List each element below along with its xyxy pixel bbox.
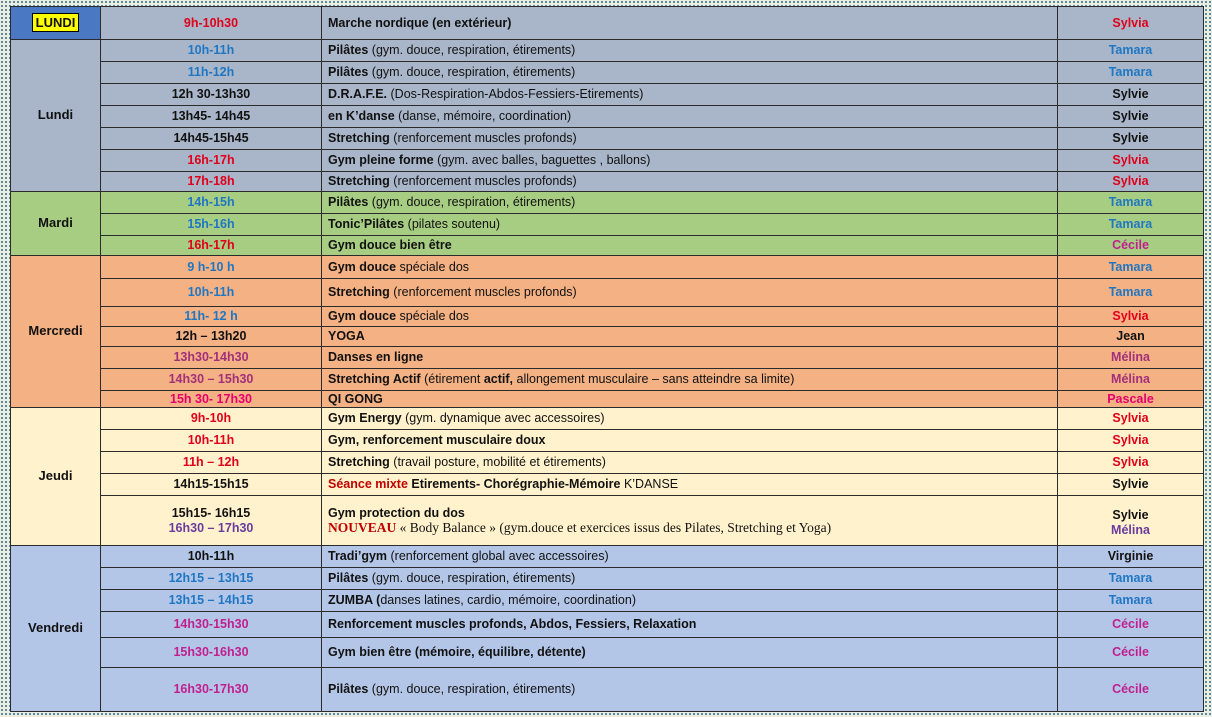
- table-row: [11, 347, 1204, 369]
- table-row: [11, 612, 1204, 638]
- activity-cell: [322, 106, 1058, 128]
- teacher-cell: Tamara: [1058, 214, 1204, 236]
- activity-details: (gym. douce, respiration, étirements): [368, 43, 576, 58]
- activity-name: Pilâtes: [328, 571, 369, 586]
- teacher-cell: Tamara: [1058, 568, 1204, 590]
- activity-name: YOGA: [328, 329, 365, 344]
- teacher-cell: Tamara: [1058, 192, 1204, 214]
- activity-details: spéciale dos: [396, 259, 470, 274]
- time-cell: 12h 30-13h30: [101, 84, 322, 106]
- activity-name: QI GONG: [328, 391, 383, 406]
- activity-cell: [322, 668, 1058, 712]
- activity-name: Stretching: [328, 131, 390, 146]
- activity-cell: [322, 62, 1058, 84]
- teacher-line-1: Sylvie: [1112, 508, 1149, 523]
- activity-details: spéciale dos: [396, 309, 470, 324]
- activity-cell: [322, 214, 1058, 236]
- activity-cell: [322, 307, 1058, 327]
- teacher-cell: Mélina: [1058, 369, 1204, 391]
- table-row: [11, 192, 1204, 214]
- time-line-1: 15h15- 16h15: [171, 506, 251, 521]
- day-cell-mercredi: Mercredi: [11, 256, 101, 408]
- time-cell: 9h-10h30: [101, 7, 322, 40]
- activity-name: Pilâtes: [328, 195, 369, 210]
- teacher-cell: Jean: [1058, 327, 1204, 347]
- teacher-cell: Cécile: [1058, 236, 1204, 256]
- activity-cell: [322, 40, 1058, 62]
- activity-name: Stretching: [328, 285, 390, 300]
- activity-cell: [322, 568, 1058, 590]
- activity-cell: [322, 474, 1058, 496]
- activity-cell: [322, 7, 1058, 40]
- activity-cell: [322, 452, 1058, 474]
- activity-name: D.R.A.F.E.: [328, 87, 388, 102]
- teacher-cell: Cécile: [1058, 638, 1204, 668]
- weekly-schedule-table: [10, 6, 1204, 712]
- table-row: [11, 496, 1204, 546]
- time-cell: 11h – 12h: [101, 452, 322, 474]
- activity-name: Marche nordique (en extérieur): [328, 15, 512, 30]
- table-row: [11, 307, 1204, 327]
- activity-cell: [322, 256, 1058, 279]
- day-cell-lundi: Lundi: [11, 40, 101, 192]
- activity-details: (gym. douce, respiration, étirements): [368, 65, 576, 80]
- teacher-cell: Sylvie: [1058, 84, 1204, 106]
- time-cell: 10h-11h: [101, 546, 322, 568]
- activity-cell: [322, 369, 1058, 391]
- table-row: [11, 546, 1204, 568]
- activity-name: Pilâtes: [328, 682, 369, 697]
- activity-details: (gym. douce, respiration, étirements): [368, 195, 576, 210]
- activity-details-2: allongement musculaire – sans atteindre sa limite): [513, 372, 795, 387]
- activity-details: (étirement: [420, 372, 484, 387]
- time-cell: 15h 30- 17h30: [101, 391, 322, 408]
- activity-cell: [322, 236, 1058, 256]
- table-row: [11, 40, 1204, 62]
- activity-details: (renforcement muscles profonds): [389, 131, 577, 146]
- activity-name: Gym, renforcement musculaire doux: [328, 433, 546, 448]
- time-cell: 9 h-10 h: [101, 256, 322, 279]
- time-cell: 14h-15h: [101, 192, 322, 214]
- activity-cell: [322, 279, 1058, 307]
- activity-details: (renforcement global avec accessoires): [387, 549, 609, 564]
- activity-name: Renforcement muscles profonds, Abdos, Fessiers, Relaxation: [328, 617, 697, 632]
- activity-name: Pilâtes: [328, 43, 369, 58]
- day-label: LUNDI: [32, 13, 80, 32]
- time-cell: 10h-11h: [101, 430, 322, 452]
- day-cell-mardi: Mardi: [11, 192, 101, 256]
- activity-name: Tonic’Pilâtes: [328, 217, 405, 232]
- activity-cell: [322, 546, 1058, 568]
- table-row: [11, 452, 1204, 474]
- table-row: [11, 128, 1204, 150]
- teacher-cell: Mélina: [1058, 347, 1204, 369]
- teacher-cell: Sylvia: [1058, 430, 1204, 452]
- table-row: [11, 430, 1204, 452]
- teacher-cell: Tamara: [1058, 40, 1204, 62]
- teacher-cell: Sylvie: [1058, 106, 1204, 128]
- activity-name: Gym bien être (mémoire, équilibre, détente): [328, 645, 586, 660]
- table-row: [11, 172, 1204, 192]
- table-row: [11, 62, 1204, 84]
- time-cell: 14h15-15h15: [101, 474, 322, 496]
- session-type-label: Séance mixte: [328, 477, 408, 492]
- teacher-cell: Tamara: [1058, 590, 1204, 612]
- time-cell: 16h-17h: [101, 150, 322, 172]
- time-cell: 10h-11h: [101, 279, 322, 307]
- time-cell: [101, 496, 322, 546]
- teacher-cell: Tamara: [1058, 279, 1204, 307]
- activity-details: (gym. douce, respiration, étirements): [368, 571, 576, 586]
- teacher-cell: Sylvie: [1058, 128, 1204, 150]
- table-row: [11, 369, 1204, 391]
- activity-name: Gym protection du dos: [328, 505, 465, 520]
- time-cell: 14h30 – 15h30: [101, 369, 322, 391]
- activity-name: Gym pleine forme: [328, 153, 434, 168]
- time-cell: 16h30-17h30: [101, 668, 322, 712]
- activity-details: (gym. dynamique avec accessoires): [401, 411, 605, 426]
- teacher-cell: Tamara: [1058, 62, 1204, 84]
- day-cell-vendredi: Vendredi: [11, 546, 101, 712]
- activity-name: ZUMBA (: [328, 593, 381, 608]
- teacher-cell: Sylvia: [1058, 150, 1204, 172]
- time-cell: 10h-11h: [101, 40, 322, 62]
- activity-details: (gym. douce, respiration, étirements): [368, 682, 576, 697]
- time-cell: 16h-17h: [101, 236, 322, 256]
- activity-name: Gym Energy: [328, 411, 402, 426]
- activity-cell: [322, 612, 1058, 638]
- activity-details: danses latines, cardio, mémoire, coordination): [380, 593, 636, 608]
- activity-details: (pilates soutenu): [404, 217, 501, 232]
- table-row: [11, 638, 1204, 668]
- activity-cell: [322, 391, 1058, 408]
- activity-cell: [322, 347, 1058, 369]
- time-cell: 15h30-16h30: [101, 638, 322, 668]
- table-row: [11, 84, 1204, 106]
- table-row: [11, 408, 1204, 430]
- time-cell: 13h30-14h30: [101, 347, 322, 369]
- activity-cell: [322, 327, 1058, 347]
- table-row: [11, 474, 1204, 496]
- time-line-2: 16h30 – 17h30: [168, 520, 254, 535]
- table-row: [11, 256, 1204, 279]
- time-cell: 14h30-15h30: [101, 612, 322, 638]
- teacher-cell: Cécile: [1058, 612, 1204, 638]
- teacher-cell: Sylvie: [1058, 474, 1204, 496]
- activity-new-line: [328, 520, 1053, 536]
- activity-cell: [322, 84, 1058, 106]
- activity-details: (renforcement muscles profonds): [389, 174, 577, 189]
- table-row: [11, 279, 1204, 307]
- time-cell: 13h45- 14h45: [101, 106, 322, 128]
- activity-details: (renforcement muscles profonds): [389, 285, 577, 300]
- activity-cell: [322, 430, 1058, 452]
- time-cell: 11h-12h: [101, 62, 322, 84]
- table-row: [11, 106, 1204, 128]
- activity-name: Stretching: [328, 174, 390, 189]
- activity-name: Stretching Actif: [328, 372, 421, 387]
- teacher-cell: [1058, 496, 1204, 546]
- activity-cell: [322, 638, 1058, 668]
- activity-cell: [322, 496, 1058, 546]
- teacher-line-2: Mélina: [1111, 522, 1150, 537]
- activity-name: Pilâtes: [328, 65, 369, 80]
- activity-emphasis: actif,: [483, 372, 514, 387]
- teacher-cell: Cécile: [1058, 668, 1204, 712]
- teacher-cell: Sylvia: [1058, 307, 1204, 327]
- teacher-cell: Tamara: [1058, 256, 1204, 279]
- table-row: [11, 327, 1204, 347]
- teacher-cell: Sylvia: [1058, 7, 1204, 40]
- activity-details: (danse, mémoire, coordination): [394, 109, 572, 124]
- teacher-cell: Virginie: [1058, 546, 1204, 568]
- activity-details: (gym. avec balles, baguettes , ballons): [433, 153, 651, 168]
- activity-name: Gym douce: [328, 259, 397, 274]
- teacher-cell: Sylvia: [1058, 452, 1204, 474]
- day-cell-lundi-header: [11, 7, 101, 40]
- activity-cell: [322, 172, 1058, 192]
- time-cell: 11h- 12 h: [101, 307, 322, 327]
- time-cell: 17h-18h: [101, 172, 322, 192]
- time-cell: 14h45-15h45: [101, 128, 322, 150]
- table-row: [11, 150, 1204, 172]
- table-row: [11, 568, 1204, 590]
- time-cell: 9h-10h: [101, 408, 322, 430]
- activity-details: K’DANSE: [620, 477, 679, 492]
- teacher-cell: Sylvia: [1058, 172, 1204, 192]
- activity-name: Tradi’gym: [328, 549, 388, 564]
- table-row: [11, 668, 1204, 712]
- activity-name: Gym douce: [328, 309, 397, 324]
- table-row: [11, 391, 1204, 408]
- activity-cell: [322, 128, 1058, 150]
- new-badge: NOUVEAU: [328, 519, 397, 535]
- time-cell: 12h15 – 13h15: [101, 568, 322, 590]
- table-row: [11, 214, 1204, 236]
- activity-cell: [322, 408, 1058, 430]
- activity-name: Etirements- Chorégraphie-Mémoire: [407, 477, 621, 492]
- table-row: [11, 236, 1204, 256]
- teacher-cell: Pascale: [1058, 391, 1204, 408]
- time-cell: 13h15 – 14h15: [101, 590, 322, 612]
- day-cell-jeudi: Jeudi: [11, 408, 101, 546]
- time-cell: 12h – 13h20: [101, 327, 322, 347]
- activity-details: (Dos-Respiration-Abdos-Fessiers-Etirements): [387, 87, 644, 102]
- activity-details: (travail posture, mobilité et étirements): [389, 455, 606, 470]
- table-row: [11, 590, 1204, 612]
- activity-name: en K’danse: [328, 109, 395, 124]
- activity-cell: [322, 150, 1058, 172]
- activity-cell: [322, 590, 1058, 612]
- time-cell: 15h-16h: [101, 214, 322, 236]
- activity-name: Danses en ligne: [328, 350, 424, 365]
- table-row: [11, 7, 1204, 40]
- activity-cell: [322, 192, 1058, 214]
- activity-details: « Body Balance » (gym.douce et exercices issus des Pilates, Stretching et Yoga): [396, 519, 832, 535]
- activity-name: Gym douce bien être: [328, 238, 452, 253]
- activity-name: Stretching: [328, 455, 390, 470]
- teacher-cell: Sylvia: [1058, 408, 1204, 430]
